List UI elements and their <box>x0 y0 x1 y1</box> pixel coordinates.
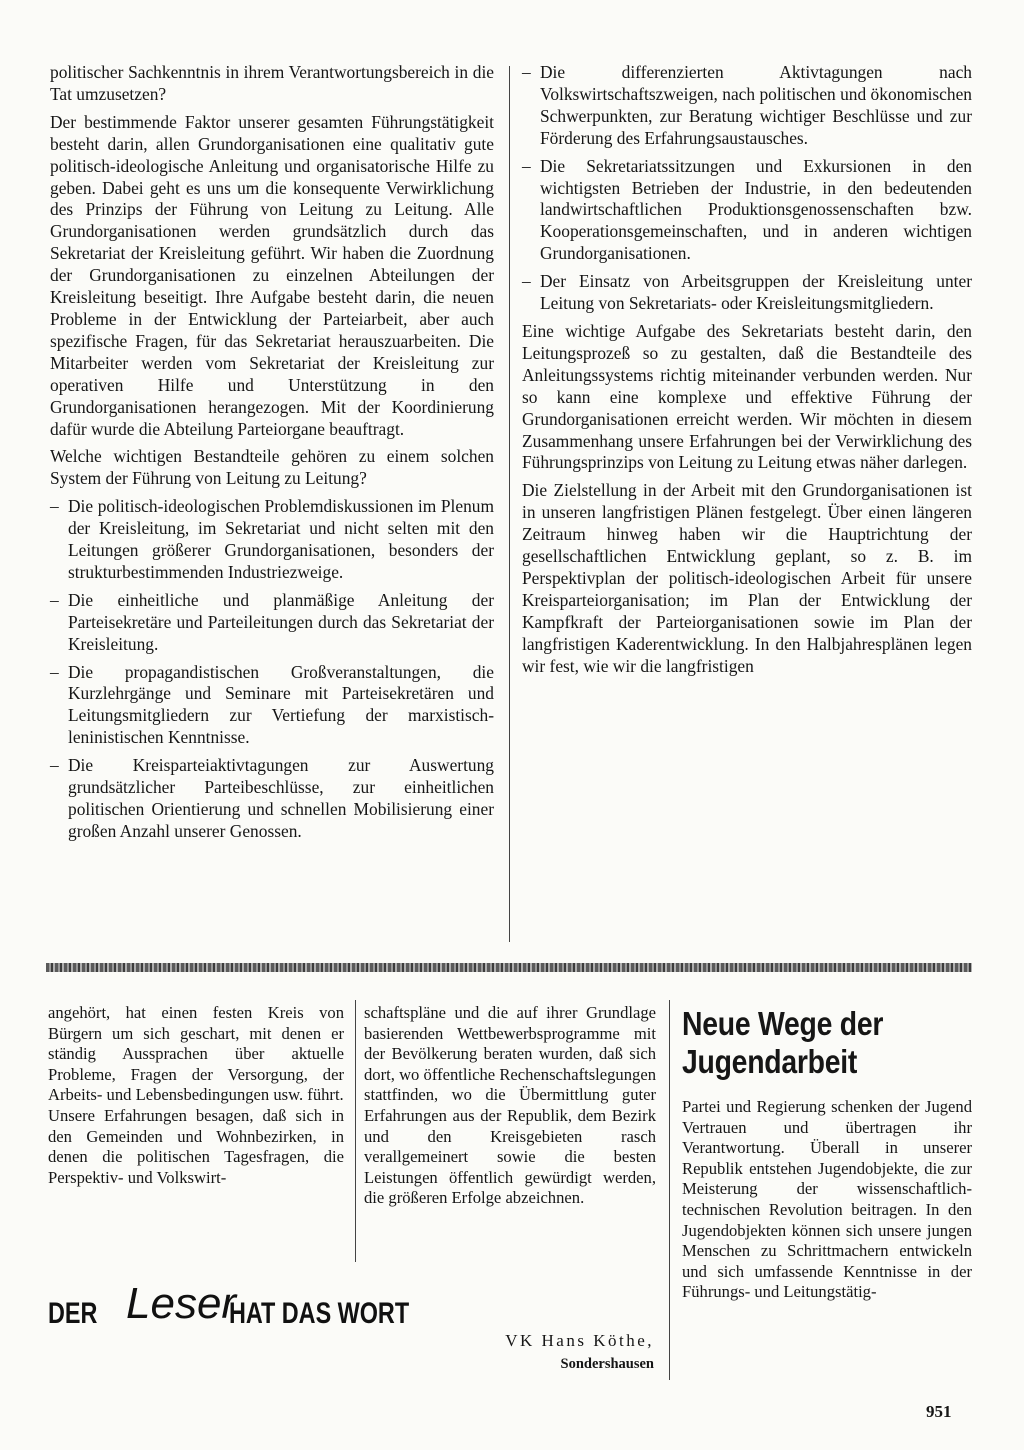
list-item: – Die propagandistischen Großveranstaltungen, die Kurzlehrgänge und Seminare mit Parteisekretären und Leitungsmitgliedern zur Vertiefung der marxistisch-leninistischen Kenntnisse. <box>50 662 494 750</box>
article-paragraph: Eine wichtige Aufgabe des Sekretariats besteht darin, den Leitungsprozeß so zu gestalten, daß die Bestandteile des Anleitungssystems richtig miteinander verbunden werden. Nur so kann eine komplexe und effektive Führung der Grundorganisationen erreicht werden. Wir möchten in diesem Zusammenhang unsere Erfahrungen bei der Verwirklichung des Führungsprinzips von Leitung zu Leitung etwas näher darlegen. <box>522 320 972 473</box>
reader-column-logo <box>48 1268 410 1336</box>
list-item: – Die Kreisparteiaktivtagungen zur Auswertung grundsätzlicher Parteibeschlüsse, zur einheitlichen politischen Orientierung und schnellen Mobilisierung einer großen Anzahl unserer Genossen. <box>50 755 494 843</box>
author-place: Sondershausen <box>560 1356 654 1372</box>
list-item: – Die einheitliche und planmäßige Anleitung der Parteisekretäre und Parteileitungen durch das Sekretariat der Kreisleitung. <box>50 590 494 656</box>
author-name: VK Hans Köthe, <box>505 1331 654 1350</box>
column-divider <box>669 1000 670 1380</box>
column-divider <box>355 1000 356 1262</box>
letter-paragraph: schaftspläne und die auf ihrer Grundlage basierenden Wettbewerbsprogramme mit der Bevölkerung beraten wurden, daß sich dort, wo öffentliche Rechenschaftslegungen stattfinden, wo die Übermittlung guter Erfahrungen aus der Republik, dem Bezirk und den Kreisgebieten rasch verallgemeinert sowie die besten Leistungen öffentlich gewürdigt werden, die größeren Erfolge abzeichnen. <box>364 1003 656 1208</box>
logo-words-hat-das-wort: HAT DAS WORT <box>228 1296 410 1330</box>
dash-list <box>50 496 494 843</box>
column-divider <box>509 66 510 942</box>
article-paragraph: Der bestimmende Faktor unserer gesamten Führungstätigkeit besteht darin, allen Grundorganisationen eine qualitativ gute politisch-ideologische Anleitung und organisatorische Hilfe zu geben. Dabei geht es uns um die konsequente Verwirklichung des Prinzips der Führung von Leitung zu Leitung. Alle Grundorganisationen werden grundsätzlich durch das Sekretariat der Kreisleitung geführt. Wir haben die Zuordnung der Grundorganisationen zu einzelnen Abteilungen der Kreisleitung beseitigt. Ihre Aufgabe besteht darin, die neuen Probleme in der Entwicklung der Parteiarbeit, aber auch spezifische Fragen, für das Sekretariat herauszuarbeiten. Die Mitarbeiter werden vom Sekretariat der Kreisleitung zur operativen Hilfe und Unterstützung in den Grundorganisationen herangezogen. Mit der Koordinierung dafür wurde die Abteilung Parteiorgane beauftragt. <box>50 111 494 439</box>
list-item: – Die differenzierten Aktivtagungen nach Volkswirtschaftszweigen, nach politischen und ökonomischen Schwerpunkten, zur Beratung wichtiger Beschlüsse und zur Förderung des Erfahrungsaustausches. <box>522 62 972 150</box>
list-item: – Die politisch-ideologischen Problemdiskussionen im Plenum der Kreisleitung, im Sekretariat und nicht selten mit den Leitungen größerer Grundorganisationen, besonders der strukturbestimmenden Industriezweige. <box>50 496 494 584</box>
logo-word-der: DER <box>48 1296 98 1330</box>
list-item: – Die Sekretariatssitzungen und Exkursionen in den wichtigsten Betrieben der Industrie, in den bedeutenden landwirtschaftlichen Produktionsgenossenschaften bzw. Kooperationsgemeinschaften, und in anderen wichtigen Grundorganisationen. <box>522 156 972 266</box>
page-number: 951 <box>926 1402 952 1421</box>
letter-paragraph: Unsere Erfahrungen besagen, daß sich in den Gemeinden und Wohnbezirken, in denen die politischen Tagesfragen, die Perspektiv- und Volkswirt- <box>48 1105 344 1187</box>
letter-paragraph: angehört, hat einen festen Kreis von Bürgern um sich geschart, mit denen er ständig Aussprachen über aktuelle Probleme, Fragen der Versorgung, der Arbeits- und Lebensbedingungen usw. führt. <box>48 1003 344 1105</box>
article-paragraph: Die Zielstellung in der Arbeit mit den Grundorganisationen ist in unseren langfristigen Plänen festgelegt. Über einen längeren Zeitraum hinweg haben wir die Hauptrichtung der gesellschaftlichen Entwicklung geplant, so z. B. im Perspektivplan der politisch-ideologischen Arbeit für unsere Kreisparteiorganisation; im Plan der Entwicklung der Kampfkraft der Parteiorganisationen sowie im Plan der langfristigen Kaderentwicklung. In den Halbjahresplänen legen wir fest, wie wir die langfristigen <box>522 480 972 676</box>
article-column-left <box>50 62 494 849</box>
letter-column-2 <box>364 1003 656 1209</box>
logo-word-leser: Leser <box>126 1279 237 1328</box>
article-paragraph: Welche wichtigen Bestandteile gehören zu einem solchen System der Führung von Leitung zu Leitung? <box>50 446 494 489</box>
article-column-right <box>522 62 972 683</box>
list-item: – Der Einsatz von Arbeitsgruppen der Kreisleitung unter Leitung von Sekretariats- oder Kreisleitungsmitgliedern. <box>522 271 972 315</box>
youth-article-text: Partei und Regierung schenken der Jugend Vertrauen und übertragen ihr Verantwortung. Überall in unserer Republik entstehen Jugendobjekte, die zur Meisterung der wissenschaftlich-technischen Revolution beitragen. In den Jugendobjekten können sich unsere jungen Menschen zu Schrittmachern entwickeln und sich umfassende Kenntnisse in der Führungs- und Leitungstätig- <box>682 1097 972 1302</box>
letter-signature <box>364 1331 654 1373</box>
dash-list <box>522 62 972 315</box>
article-paragraph: politischer Sachkenntnis in ihrem Verantwortungsbereich in die Tat umzusetzen? <box>50 62 494 104</box>
section-divider-band <box>46 963 972 972</box>
letter-column-1 <box>48 1003 344 1188</box>
youth-article-headline: Neue Wege der Jugendarbeit <box>682 1005 884 1080</box>
